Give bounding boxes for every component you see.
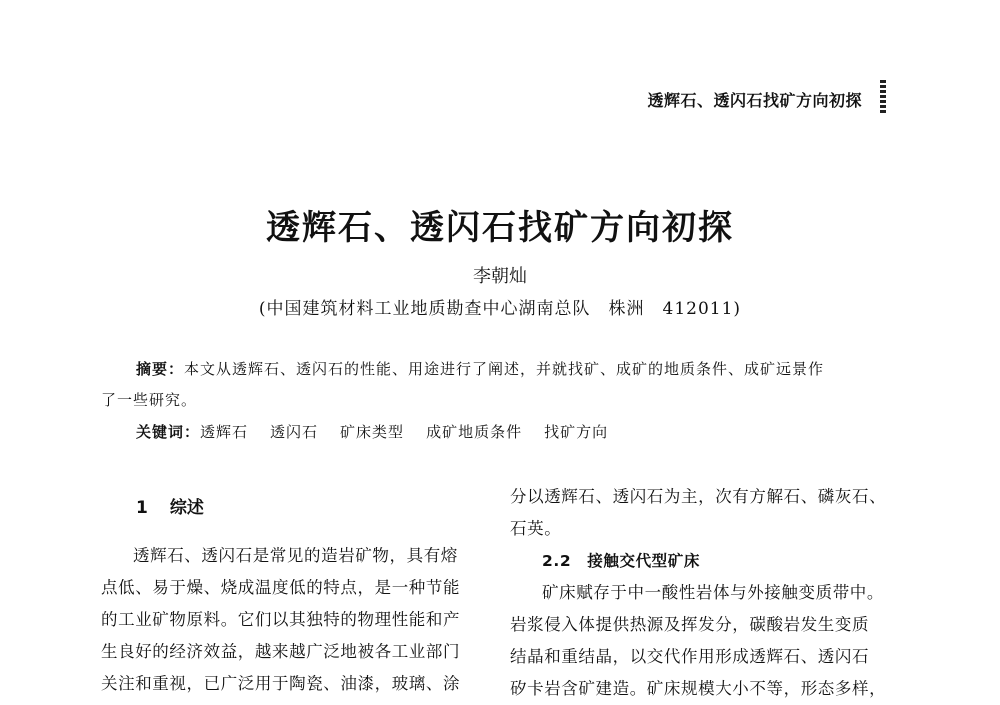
keyword: 透闪石 xyxy=(270,423,319,441)
body-line: 结晶和重结晶，以交代作用形成透辉石、透闪石 xyxy=(510,647,870,666)
abstract xyxy=(136,354,824,385)
body-line: 岩浆侵入体提供热源及挥发分，碳酸岩发生变质 xyxy=(510,615,870,634)
section-number: 1 xyxy=(136,498,148,518)
paper-title: 透辉石、透闪石找矿方向初探 xyxy=(266,208,734,248)
left-column xyxy=(101,540,486,700)
body-line: 矽卡岩含矿建造。矿床规模大小不等，形态多样， xyxy=(510,679,887,698)
abstract-text-line2: 了一些研究。 xyxy=(101,391,198,409)
body-line: 生良好的经济效益，越来越广泛地被各工业部门 xyxy=(101,642,461,661)
body-line: 石英。 xyxy=(510,519,562,538)
body-line: 点低、易于燥、烧成温度低的特点，是一种节能 xyxy=(101,578,461,597)
author: 李朝灿 xyxy=(473,266,527,287)
keyword: 透辉石 xyxy=(200,423,249,441)
body-line: 的工业矿物原料。它们以其独特的物理性能和产 xyxy=(101,610,461,629)
subsection-heading xyxy=(510,545,898,577)
body-line: 矿床赋存于中一酸性岩体与外接触变质带中。 xyxy=(542,583,884,602)
subsection-number: 2.2 xyxy=(542,552,572,570)
header-margin-mark xyxy=(880,80,886,114)
body-line: 透辉石、透闪石是常见的造岩矿物，具有熔 xyxy=(133,546,458,565)
keywords-label: 关键词： xyxy=(136,423,201,441)
keyword: 矿床类型 xyxy=(340,423,405,441)
body-line: 分以透辉石、透闪石为主，次有方解石、磷灰石、 xyxy=(510,487,887,506)
affiliation: (中国建筑材料工业地质勘查中心湖南总队 株洲 412011) xyxy=(258,299,742,319)
abstract-label: 摘要： xyxy=(136,360,185,378)
body-line: 关注和重视，已广泛用于陶瓷、油漆，玻璃、涂 xyxy=(101,674,461,693)
section-title: 综述 xyxy=(169,498,204,518)
keyword: 找矿方向 xyxy=(544,423,609,441)
subsection-title: 接触交代型矿床 xyxy=(587,552,700,570)
section-heading xyxy=(136,493,204,518)
running-header: 透辉石、透闪石找矿方向初探 xyxy=(647,91,862,110)
abstract-text-line1: 本文从透辉石、透闪石的性能、用途进行了阐述，并就找矿、成矿的地质条件、成矿远景作 xyxy=(184,360,825,378)
right-column xyxy=(510,481,898,705)
keywords xyxy=(136,417,630,448)
keyword: 成矿地质条件 xyxy=(426,423,523,441)
